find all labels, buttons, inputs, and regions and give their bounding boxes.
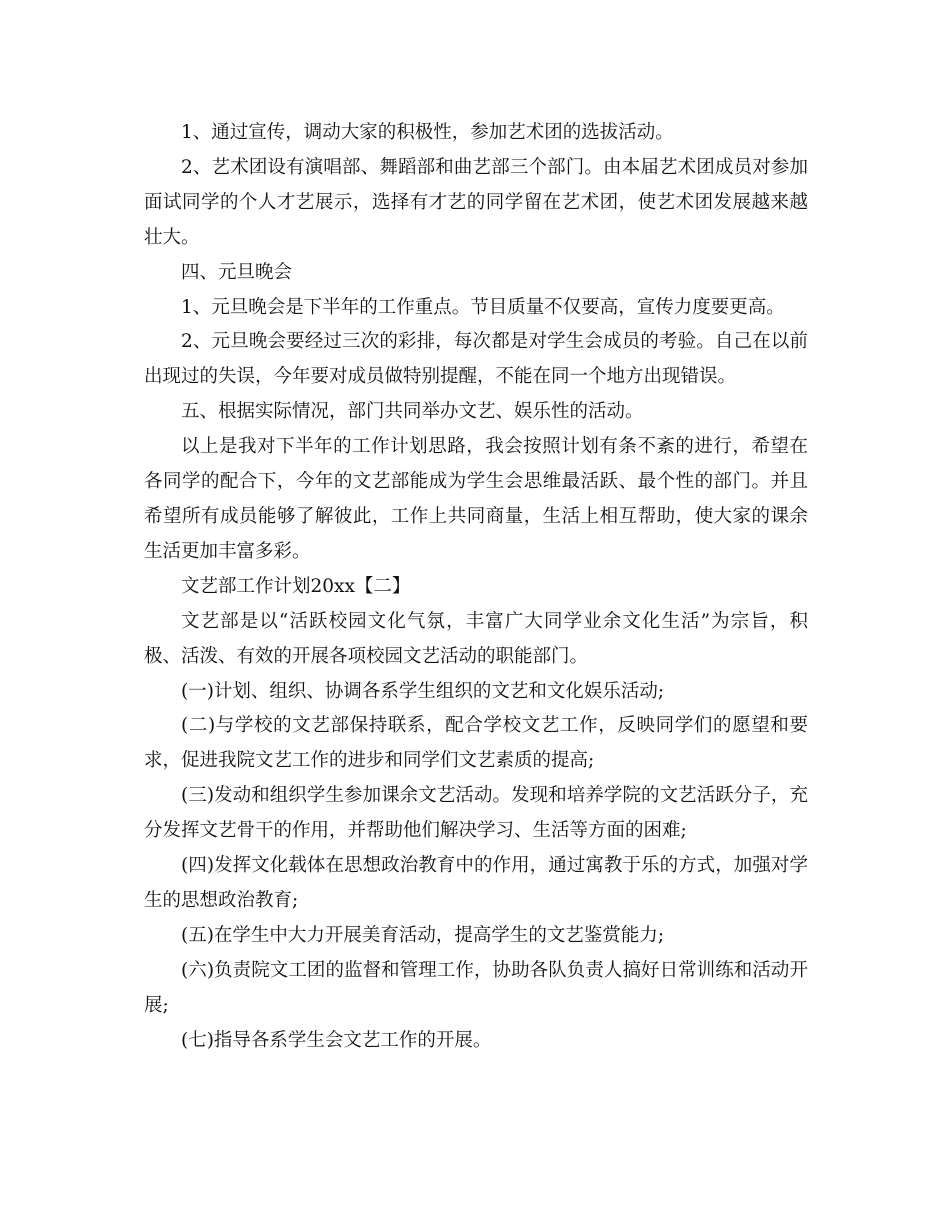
paragraph-art-troupe-publicity: 1、通过宣传，调动大家的积极性，参加艺术团的选拔活动。 — [181, 122, 674, 143]
paragraph-department-purpose: 文艺部是以“活跃校园文化气氛，丰富广大同学业余文化生活”为宗旨，积极、活泼、有效的开展各项校园文艺活动的职能部门。 — [144, 610, 808, 667]
duty-item-2: (二)与学校的文艺部保持联系，配合学校文艺工作，反映同学们的愿望和要求，促进我院文艺工作的进步和同学们文艺素质的提高; — [144, 715, 808, 772]
duty-item-6: (六)负责院文工团的监督和管理工作，协助各队负责人搞好日常训练和活动开展; — [144, 959, 808, 1016]
paragraph-gala-rehearsals: 2、元旦晚会要经过三次的彩排，每次都是对学生会成员的考验。自己在以前出现过的失误，今年要对成员做特别提醒，不能在同一个地方出现错误。 — [144, 331, 808, 388]
paragraph-plan-summary: 以上是我对下半年的工作计划思路，我会按照计划有条不紊的进行，希望在各同学的配合下，今年的文艺部能成为学生会思维最活跃、最个性的部门。并且希望所有成员能够了解彼此，工作上共同商量，生活上相互帮助，使大家的课余生活更加丰富多彩。 — [144, 436, 808, 562]
duty-item-4: (四)发挥文化载体在思想政治教育中的作用，通过寓教于乐的方式，加强对学生的思想政治教育; — [144, 855, 808, 911]
section-heading-joint-activities: 五、根据实际情况，部门共同举办文艺、娱乐性的活动。 — [181, 401, 644, 423]
section-heading-new-year-gala: 四、元旦晚会 — [181, 261, 293, 283]
duty-item-7: (七)指导各系学生会文艺工作的开展。 — [181, 1029, 492, 1051]
duty-item-1: (一)计划、组织、协调各系学生组织的文艺和文化娱乐活动; — [181, 680, 665, 702]
duty-item-5: (五)在学生中大力开展美育活动，提高学生的文艺鉴赏能力; — [181, 924, 665, 946]
document-body — [144, 116, 808, 1058]
plan-two-title: 文艺部工作计划20xx【二】 — [181, 575, 411, 597]
paragraph-art-troupe-departments: 2、艺术团设有演唱部、舞蹈部和曲艺部三个部门。由本届艺术团成员对参加面试同学的个人才艺展示，选择有才艺的同学留在艺术团，使艺术团发展越来越壮大。 — [144, 156, 808, 248]
paragraph-gala-focus: 1、元旦晚会是下半年的工作重点。节目质量不仅要高，宣传力度要更高。 — [181, 296, 785, 318]
duty-item-3: (三)发动和组织学生参加课余文艺活动。发现和培养学院的文艺活跃分子，充分发挥文艺骨干的作用，并帮助他们解决学习、生活等方面的困难; — [144, 785, 808, 842]
